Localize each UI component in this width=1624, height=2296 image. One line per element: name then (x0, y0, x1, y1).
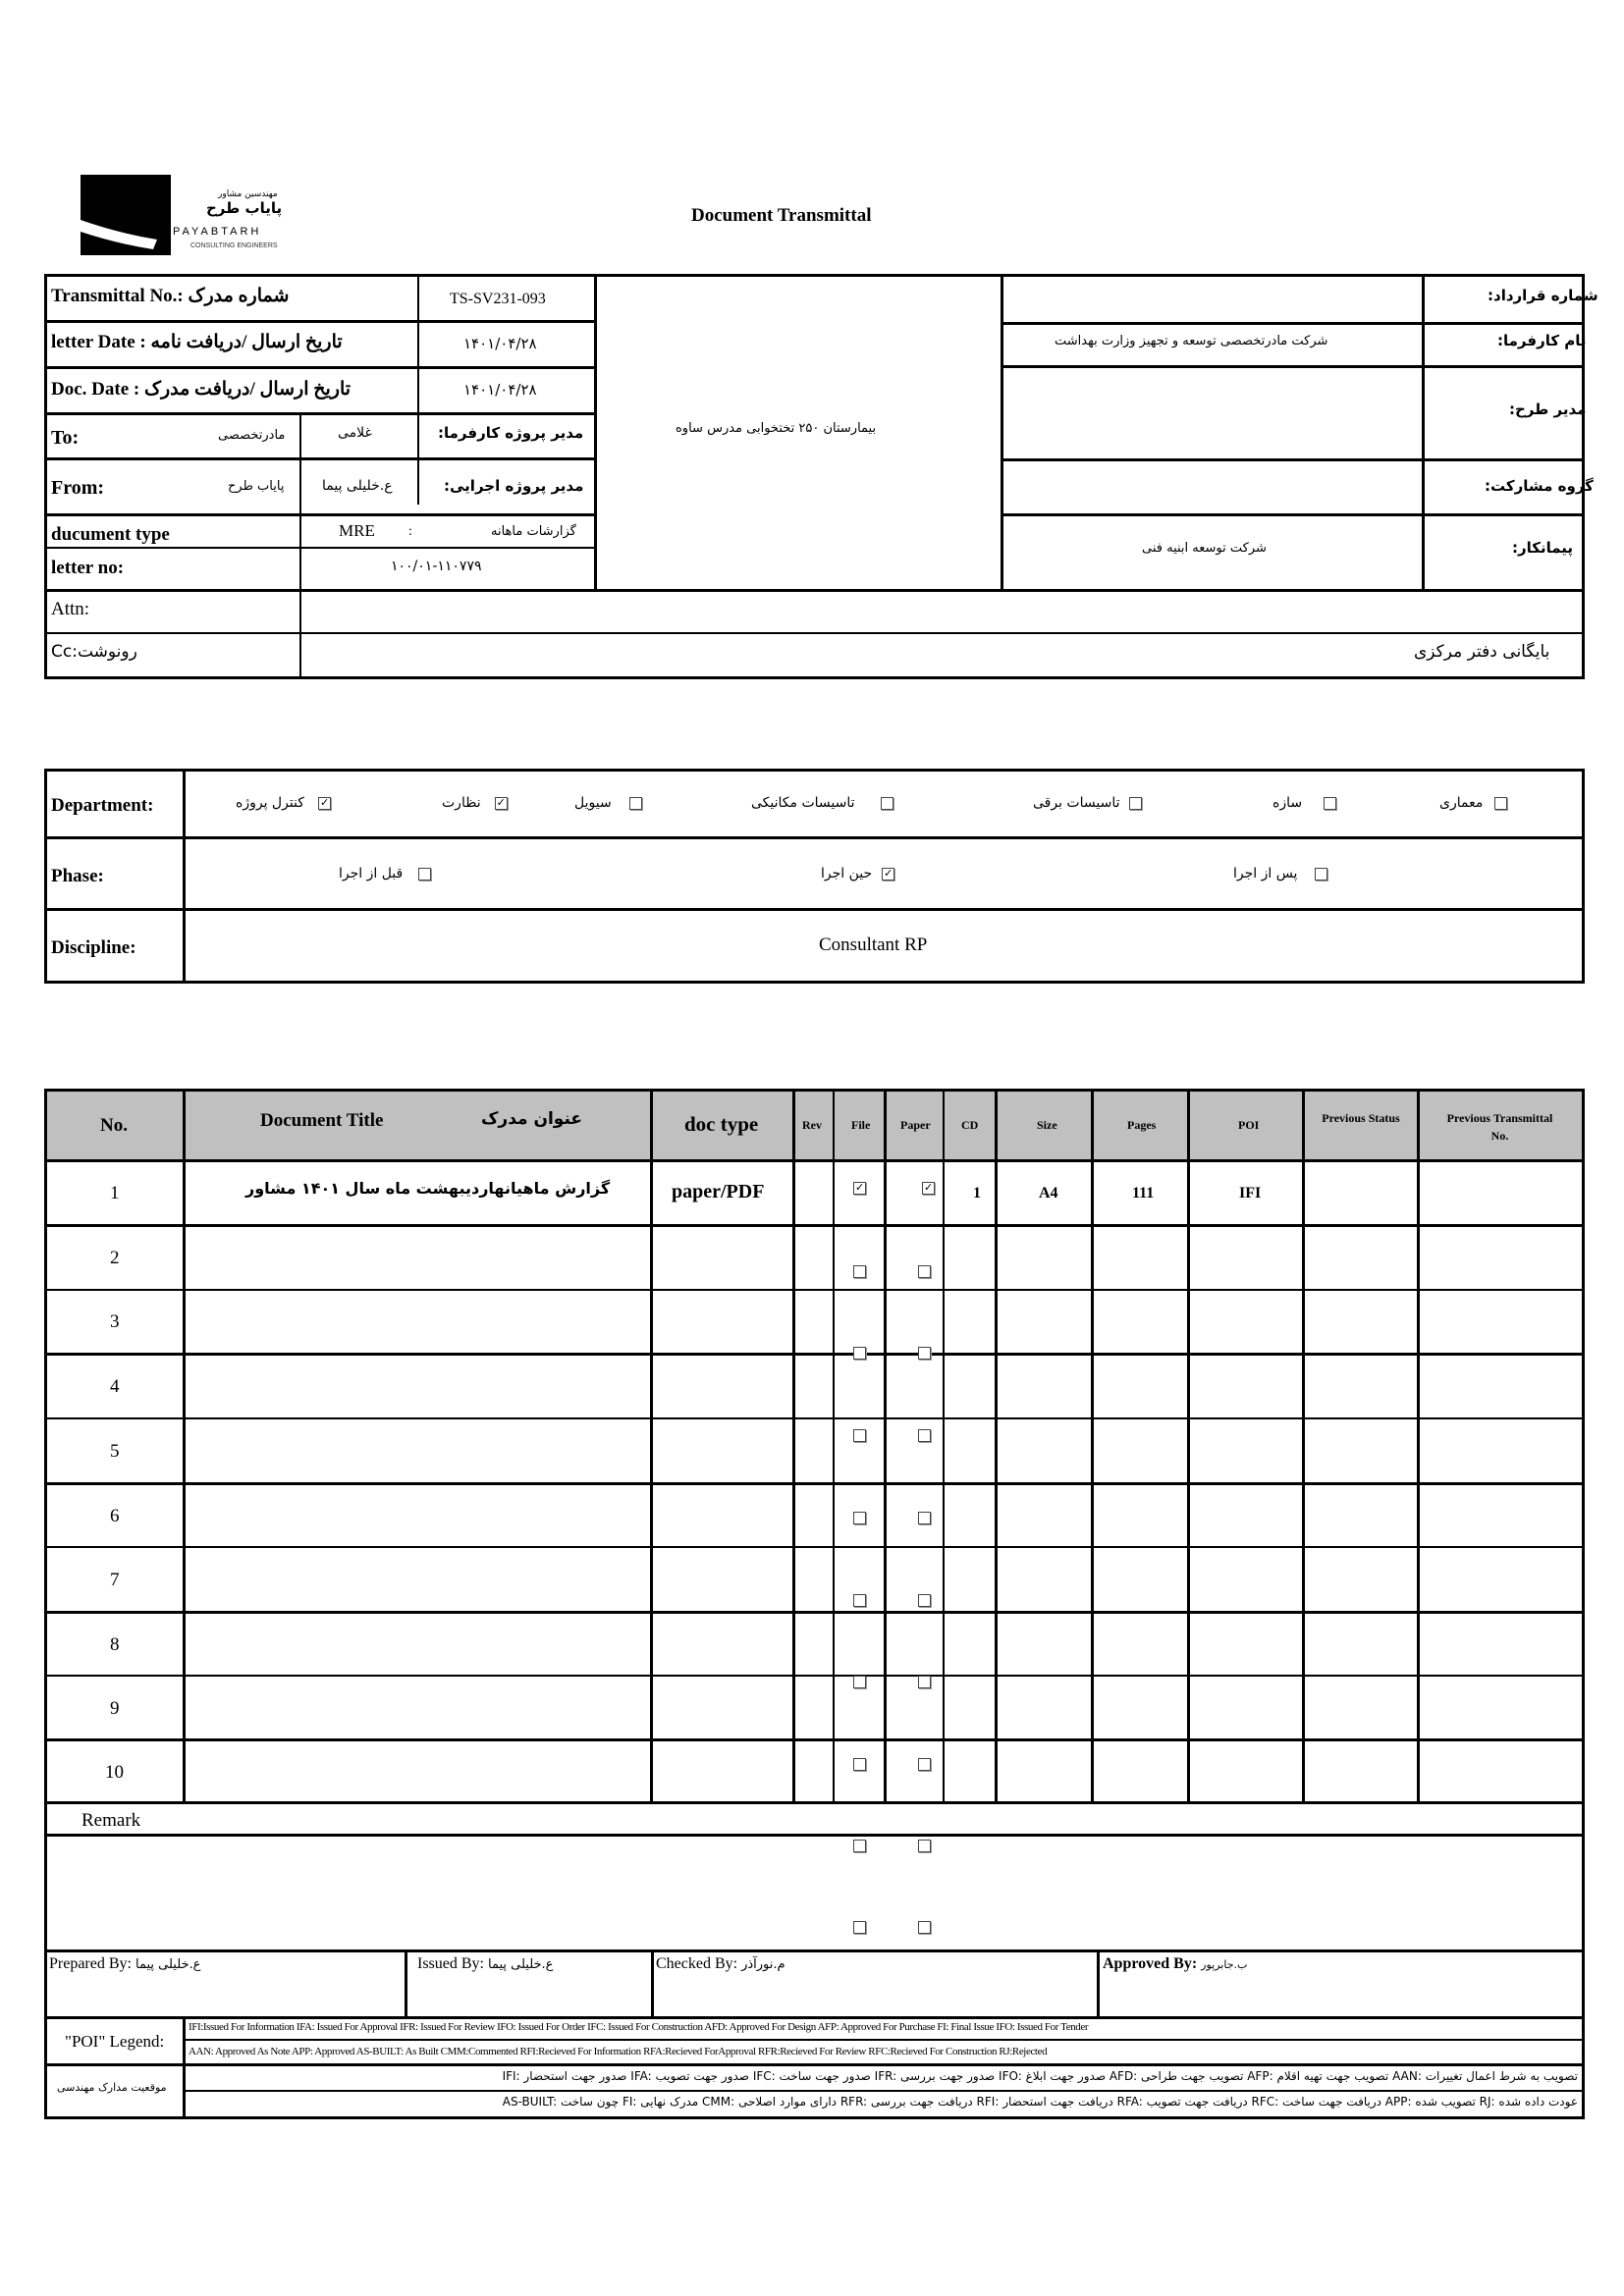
department-label: Department: (51, 795, 154, 816)
approved-by (1103, 1955, 1247, 1973)
row-pages: 111 (1132, 1185, 1155, 1201)
col-header-prev-transmittal: Previous Transmittal No. (1446, 1111, 1553, 1143)
option-label: سیویل (574, 795, 612, 811)
row-file-checkbox[interactable] (853, 1265, 866, 1278)
option-label: حین اجرا (821, 866, 873, 881)
checked-by (656, 1955, 785, 1973)
issued-by (417, 1955, 553, 1973)
transmittal-no-value: TS-SV231-093 (450, 291, 546, 307)
engineering-status-line-2: AS-BUILT: چون ساخت FI: مدرک نهایی CMM: دارای موارد اصلاحی RFR: دریافت جهت بررسی RFI: دریافت جهت استحضار RFA: دریافت جهت تصویب RFC: دریافت جهت ساخت APP: تصویب شده RJ: عودت داده شده (502, 2095, 1578, 2109)
remark-label: Remark (81, 1810, 141, 1831)
page-title: Document Transmittal (691, 205, 872, 226)
row-paper-checkbox[interactable] (918, 1347, 931, 1360)
option-label: کنترل پروژه (236, 795, 304, 811)
option-label: پس از اجرا (1233, 866, 1298, 881)
row-file-checkbox[interactable] (853, 1594, 866, 1607)
department-option-mechanical[interactable] (751, 794, 893, 812)
attn-label: Attn: (51, 599, 90, 619)
checked-by-value: م.نورآذر (741, 1957, 785, 1972)
logo-small-fa: مهندسین مشاور (218, 189, 278, 199)
phase-option-during[interactable] (821, 865, 894, 882)
department-option-supervision[interactable] (442, 794, 508, 812)
row-size: A4 (1039, 1185, 1058, 1201)
row-no: 9 (110, 1698, 120, 1719)
col-header-rev: Rev (802, 1118, 822, 1132)
row-cd: 1 (973, 1185, 981, 1201)
row-paper-checkbox[interactable] (922, 1182, 935, 1195)
exec-pm-label: مدیر پروژه اجرایی: (444, 477, 584, 495)
remark-field[interactable] (51, 1840, 1578, 1948)
project-manager-label: مدیر طرح: (1509, 400, 1587, 418)
row-no: 6 (110, 1506, 120, 1526)
discipline-label: Discipline: (51, 937, 136, 958)
row-poi: IFI (1239, 1185, 1262, 1201)
documents-table (44, 1089, 1585, 2119)
partnership-label: گروه مشارکت: (1485, 477, 1594, 495)
col-header-title-en: Document Title (260, 1110, 384, 1131)
payabtarh-logo-icon (81, 175, 171, 255)
row-no: 10 (105, 1762, 124, 1783)
cc-value: بایگانی دفتر مرکزی (1414, 642, 1550, 662)
row-no: 8 (110, 1634, 120, 1655)
row-file-checkbox[interactable] (853, 1182, 866, 1195)
checkbox-icon[interactable] (1129, 797, 1142, 810)
row-no: 2 (110, 1248, 120, 1268)
client-name-value: شرکت مادرتخصصی توسعه و تجهیز وزارت بهداشت (1055, 334, 1328, 348)
col-header-title-fa: عنوان مدرک (481, 1109, 583, 1129)
to-label: To: (51, 427, 80, 449)
letter-date-value: ۱۴۰۱/۰۴/۲۸ (463, 335, 537, 352)
row-file-checkbox[interactable] (853, 1676, 866, 1688)
client-name-label: نام کارفرما: (1497, 332, 1587, 349)
row-paper-checkbox[interactable] (918, 1265, 931, 1278)
department-option-civil[interactable] (574, 794, 642, 812)
prepared-by (49, 1955, 200, 1973)
col-header-paper: Paper (900, 1118, 931, 1132)
logo-subtitle-en: CONSULTING ENGINEERS (190, 242, 278, 249)
checkbox-checked-icon[interactable] (495, 797, 508, 810)
col-header-prev-status: Previous Status (1322, 1111, 1400, 1125)
doc-type-label: ducument type (51, 524, 170, 545)
logo-name-fa: پایاب طرح (206, 199, 283, 217)
row-file-checkbox[interactable] (853, 1347, 866, 1360)
doc-type-code: MRE (339, 521, 375, 540)
issued-by-label: Issued By: (417, 1955, 484, 1972)
contractor-label: پیمانکار: (1512, 539, 1574, 557)
poi-legend-line-2: AAN: Approved As Note APP: Approved AS-BUILT: As Built CMM:Commented RFI:Recieved For Information RFA:Recieved ForApproval RFR:Recieved For Review RFC:Recieved For Construction RJ:Rejected (189, 2046, 1048, 2057)
client-pm-value: غلامی (338, 425, 372, 441)
checkbox-icon[interactable] (1494, 797, 1507, 810)
row-no: 3 (110, 1311, 120, 1332)
row-no: 4 (110, 1376, 120, 1397)
option-label: نظارت (442, 795, 481, 811)
cc-label: Cc:رونوشت (51, 642, 137, 662)
engineering-status-line-1: IFI: صدور جهت استحضار IFA: صدور جهت تصویب IFC: صدور جهت ساخت IFR: صدور جهت بررسی IFO: صدور جهت ابلاغ AFD: تصویب جهت طراحی AFP: تصویب جهت تهیه اقلام AAN: تصویب به شرط اعمال تغییرات (502, 2069, 1578, 2083)
option-label: سازه (1272, 795, 1303, 811)
transmittal-no-label: Transmittal No.: شماره مدرک (51, 286, 290, 306)
col-header-size: Size (1037, 1118, 1057, 1132)
option-label: تاسیسات برقی (1033, 795, 1120, 811)
issued-by-value: ع.خلیلی پیما (488, 1957, 554, 1972)
engineering-status-label: موقعیت مدارک مهندسی (57, 2081, 167, 2094)
row-file-checkbox[interactable] (853, 1758, 866, 1771)
logo-name-en: PAYABTARH (173, 226, 262, 238)
row-paper-checkbox[interactable] (918, 1758, 931, 1771)
doc-date-value: ۱۴۰۱/۰۴/۲۸ (463, 381, 537, 399)
row-no: 5 (110, 1441, 120, 1462)
row-file-checkbox[interactable] (853, 1512, 866, 1524)
row-title: گزارش ماهیانهاردیبهشت ماه سال ۱۴۰۱ مشاور (245, 1179, 611, 1198)
doc-date-label: Doc. Date : تاریخ ارسال /دریافت مدرک (51, 379, 352, 400)
row-doc-type: paper/PDF (672, 1181, 765, 1202)
poi-legend-label: "POI" Legend: (65, 2032, 165, 2051)
to-value: مادرتخصصی (218, 428, 286, 443)
prepared-by-label: Prepared By: (49, 1955, 132, 1972)
phase-option-before[interactable] (339, 865, 431, 882)
doc-type-separator: : (408, 524, 412, 539)
letter-date-label: letter Date : تاریخ ارسال /دریافت نامه (51, 332, 343, 352)
checkbox-icon[interactable] (1324, 797, 1336, 810)
department-option-electrical[interactable] (1033, 794, 1142, 812)
col-header-doc-type: doc type (684, 1112, 759, 1136)
option-label: معماری (1439, 795, 1484, 811)
col-header-cd: CD (961, 1118, 979, 1132)
option-label: تاسیسات مکانیکی (751, 795, 855, 811)
row-paper-checkbox[interactable] (918, 1676, 931, 1688)
phase-label: Phase: (51, 866, 104, 886)
prepared-by-value: ع.خلیلی پیما (135, 1957, 201, 1972)
department-option-project-control[interactable] (236, 794, 331, 812)
discipline-value: Consultant RP (819, 934, 928, 955)
row-paper-checkbox[interactable] (918, 1429, 931, 1442)
checkbox-checked-icon[interactable] (318, 797, 331, 810)
approved-by-label: Approved By: (1103, 1955, 1198, 1972)
checked-by-label: Checked By: (656, 1955, 738, 1972)
row-no: 7 (110, 1570, 120, 1590)
checkbox-icon[interactable] (1315, 868, 1327, 881)
row-file-checkbox[interactable] (853, 1429, 866, 1442)
col-header-file: File (851, 1118, 871, 1132)
phase-option-after[interactable] (1233, 865, 1327, 882)
department-option-architecture[interactable] (1439, 794, 1507, 812)
checkbox-icon[interactable] (629, 797, 642, 810)
from-label: From: (51, 477, 105, 499)
department-option-structure[interactable] (1272, 794, 1336, 812)
row-paper-checkbox[interactable] (918, 1512, 931, 1524)
contract-no-label: شماره قرارداد: (1488, 287, 1598, 304)
approved-by-value: ب.جابرپور (1201, 1958, 1248, 1971)
row-paper-checkbox[interactable] (918, 1594, 931, 1607)
option-label: قبل از اجرا (339, 866, 404, 881)
from-value: پایاب طرح (228, 479, 285, 494)
checkbox-icon[interactable] (881, 797, 893, 810)
contractor-value: شرکت توسعه ابنیه فنی (1142, 541, 1267, 556)
col-header-no: No. (100, 1115, 128, 1136)
col-header-pages: Pages (1127, 1118, 1157, 1132)
row-no: 1 (110, 1183, 120, 1203)
letter-no-label: letter no: (51, 558, 125, 578)
letter-no-value: ۱۰۰/۰۱-۱۱۰۷۷۹ (391, 559, 482, 574)
poi-legend-line-1: IFI:Issued For Information IFA: Issued For Approval IFR: Issued For Review IFO: Issued For Order IFC: Issued For Construction AFD: Approved For Design AFP: Approved For Purchase FI: Final Issue IFO: Issued For Tender (189, 2021, 1089, 2033)
doc-type-fa: گزارشات ماهانه (491, 524, 576, 539)
client-pm-label: مدیر پروژه کارفرما: (438, 424, 584, 442)
company-logo (79, 175, 295, 255)
checkbox-icon[interactable] (418, 868, 431, 881)
exec-pm-value: ع.خلیلی پیما (322, 478, 393, 494)
col-header-poi: POI (1238, 1118, 1260, 1132)
project-name: بیمارستان ۲۵۰ تختخوابی مدرس ساوه (676, 421, 877, 436)
checkbox-checked-icon[interactable] (882, 868, 894, 881)
